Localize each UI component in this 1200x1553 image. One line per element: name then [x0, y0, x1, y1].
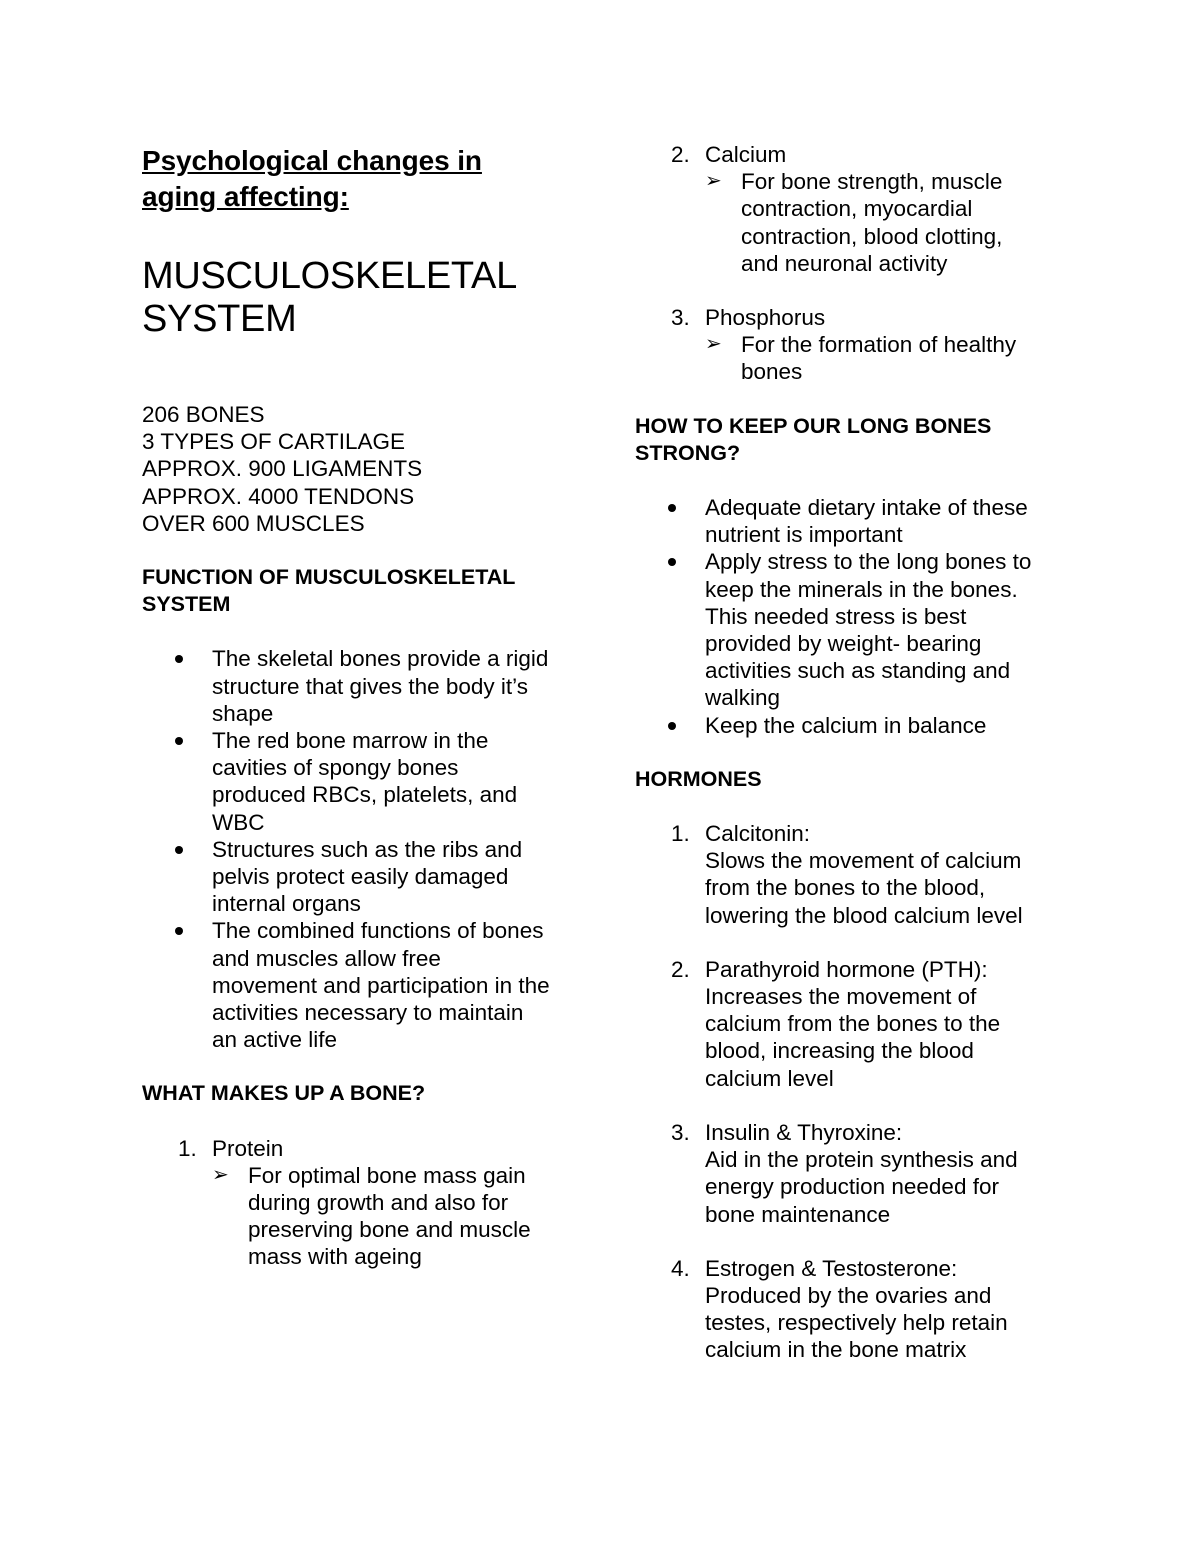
stat-item: 3 TYPES OF CARTILAGE — [142, 429, 406, 455]
sub-item-line: For bone strength, muscle — [741, 169, 1003, 195]
list-item — [635, 494, 1065, 548]
hormone-desc-line: Aid in the protein synthesis and — [705, 1147, 1018, 1173]
hormones-list — [635, 820, 1065, 1363]
list-item — [142, 727, 574, 836]
bullet-dot-icon — [668, 722, 676, 730]
bullet-line: The red bone marrow in the — [212, 728, 489, 754]
bullet-line: provided by weight- bearing — [705, 631, 982, 657]
list-item — [635, 1255, 1065, 1364]
function-heading — [142, 564, 574, 618]
sub-item-line: contraction, blood clotting, — [741, 223, 1003, 249]
bullet-dot-icon — [175, 846, 183, 854]
list-number: 3. — [671, 1119, 690, 1145]
list-item — [142, 645, 574, 727]
list-item — [635, 548, 1065, 711]
bullet-line: activities necessary to maintain — [212, 1000, 524, 1026]
bullet-line: Apply stress to the long bones to — [705, 549, 1032, 575]
list-item — [142, 836, 574, 918]
list-number: 2. — [671, 956, 690, 982]
document-title — [142, 143, 574, 215]
list-number: 1. — [178, 1135, 197, 1161]
arrowhead-icon: ➢ — [705, 333, 722, 356]
stat-item: APPROX. 4000 TENDONS — [142, 483, 415, 509]
stat-item: OVER 600 MUSCLES — [142, 510, 365, 536]
bullet-line: movement and participation in the — [212, 972, 550, 998]
list-number: 4. — [671, 1255, 690, 1281]
hormone-name: Parathyroid hormone (PTH): — [705, 956, 988, 982]
bullet-line: The combined functions of bones — [212, 918, 544, 944]
title-line-2: aging affecting: — [142, 181, 349, 212]
arrowhead-icon: ➢ — [705, 170, 722, 193]
list-number: 2. — [671, 142, 690, 167]
hormone-desc-line: energy production needed for — [705, 1174, 999, 1200]
right-column — [635, 141, 1065, 1364]
bone-components-list — [142, 1135, 574, 1271]
hormone-desc-line: Slows the movement of calcium — [705, 848, 1022, 874]
stat-item: 206 BONES — [142, 402, 265, 427]
sub-item-line: For optimal bone mass gain — [248, 1162, 526, 1188]
bullet-dot-icon — [175, 927, 183, 935]
strong-bones-heading — [635, 413, 1065, 467]
hormone-desc-line: lowering the blood calcium level — [705, 902, 1023, 928]
bullet-dot-icon — [668, 504, 676, 512]
list-item — [635, 1119, 1065, 1228]
bullet-line: This needed stress is best — [705, 603, 967, 629]
bullet-line: shape — [212, 700, 274, 726]
bullet-line: structure that gives the body it’s — [212, 673, 528, 699]
list-item — [142, 917, 574, 1053]
hormone-name: Calcitonin: — [705, 821, 811, 847]
hormone-desc-line: testes, respectively help retain — [705, 1310, 1008, 1336]
bullet-line: activities such as standing and — [705, 658, 1011, 684]
list-item — [635, 304, 1065, 386]
bullet-line: Adequate dietary intake of these — [705, 495, 1028, 521]
bullet-line: WBC — [212, 809, 265, 835]
strong-heading-line-2: STRONG? — [635, 440, 741, 465]
stat-item: APPROX. 900 LIGAMENTS — [142, 456, 423, 482]
sub-item-line: mass with ageing — [248, 1244, 422, 1270]
sub-item-line: contraction, myocardial — [741, 196, 973, 222]
hormone-desc-line: from the bones to the blood, — [705, 875, 986, 901]
list-item-label: Phosphorus — [705, 305, 826, 331]
list-number: 1. — [671, 821, 690, 847]
bullet-line: and muscles allow free — [212, 945, 441, 971]
hormone-desc-line: bone maintenance — [705, 1201, 891, 1227]
hormones-heading: HORMONES — [635, 766, 762, 791]
hormone-desc-line: Produced by the ovaries and — [705, 1282, 992, 1308]
stats-list — [142, 401, 574, 537]
function-heading-line-1: FUNCTION OF MUSCULOSKELETAL — [142, 565, 516, 590]
list-item-label: Protein — [212, 1135, 284, 1161]
bone-heading: WHAT MAKES UP A BONE? — [142, 1081, 426, 1106]
bullet-line: an active life — [212, 1027, 338, 1053]
sub-item — [705, 331, 1065, 385]
nutrient-list — [635, 141, 1065, 386]
bullet-dot-icon — [668, 558, 676, 566]
sub-item-line: and neuronal activity — [741, 250, 948, 276]
sub-item-line: bones — [741, 359, 803, 385]
hormone-desc-line: calcium level — [705, 1065, 834, 1091]
list-item — [635, 956, 1065, 1092]
bullet-dot-icon — [175, 655, 183, 663]
sub-item-line: For the formation of healthy — [741, 332, 1017, 358]
left-column — [142, 143, 574, 1271]
bullet-line: walking — [705, 685, 781, 711]
bullet-line: keep the minerals in the bones. — [705, 576, 1018, 602]
list-number: 3. — [671, 305, 690, 331]
function-heading-line-2: SYSTEM — [142, 592, 231, 617]
bullet-dot-icon — [175, 737, 183, 745]
bullet-line: pelvis protect easily damaged — [212, 864, 509, 890]
sub-item-line: during growth and also for — [248, 1190, 509, 1216]
strong-heading-line-1: HOW TO KEEP OUR LONG BONES — [635, 413, 992, 438]
strong-bones-bullet-list — [635, 494, 1065, 739]
bullet-line: The skeletal bones provide a rigid — [212, 646, 549, 672]
list-item-label: Calcium — [705, 142, 787, 167]
hormone-desc-line: calcium from the bones to the — [705, 1011, 1001, 1037]
title-line-1: Psychological changes in — [142, 145, 482, 176]
hormone-desc-line: calcium in the bone matrix — [705, 1337, 967, 1363]
bullet-line: nutrient is important — [705, 522, 903, 548]
function-bullet-list — [142, 645, 574, 1053]
system-title — [142, 255, 574, 341]
bullet-line: cavities of spongy bones — [212, 755, 459, 781]
hormone-desc-line: blood, increasing the blood — [705, 1038, 974, 1064]
bullet-line: produced RBCs, platelets, and — [212, 782, 518, 808]
sub-item — [212, 1162, 574, 1271]
hormone-name: Insulin & Thyroxine: — [705, 1119, 903, 1145]
bullet-line: Keep the calcium in balance — [705, 712, 987, 738]
sub-item — [705, 168, 1065, 277]
system-title-line-1: MUSCULOSKELETAL — [142, 255, 517, 297]
bullet-line: internal organs — [212, 891, 361, 917]
list-item — [635, 141, 1065, 277]
system-title-line-2: SYSTEM — [142, 298, 297, 340]
hormone-name: Estrogen & Testosterone: — [705, 1255, 958, 1281]
arrowhead-icon: ➢ — [212, 1163, 229, 1186]
list-item — [142, 1135, 574, 1271]
sub-item-line: preserving bone and muscle — [248, 1217, 531, 1243]
bullet-line: Structures such as the ribs and — [212, 836, 523, 862]
list-item — [635, 712, 1065, 739]
list-item — [635, 820, 1065, 929]
hormone-desc-line: Increases the movement of — [705, 984, 977, 1010]
